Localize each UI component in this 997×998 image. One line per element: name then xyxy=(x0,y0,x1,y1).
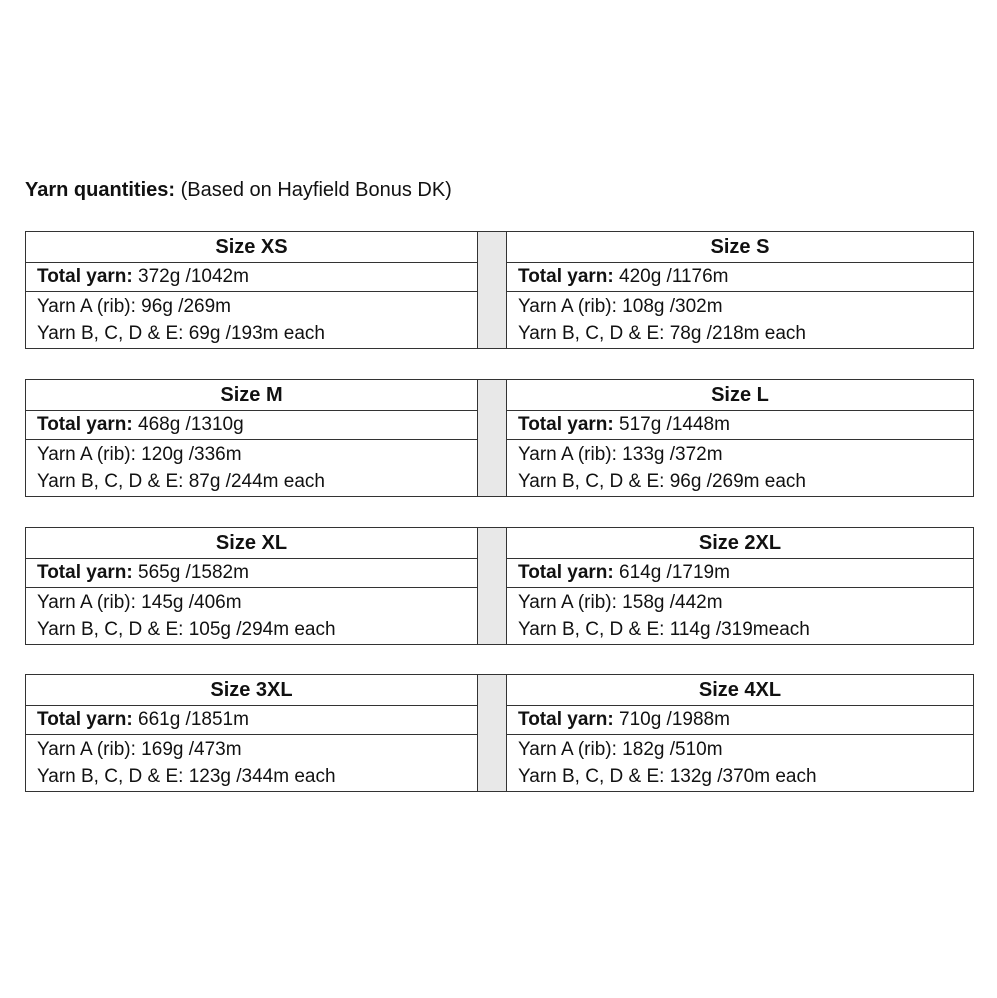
size-card-xl xyxy=(25,527,478,645)
yarn-a-row: Yarn A (rib): 96g /269m xyxy=(37,296,231,317)
total-yarn-value: 614g /1719m xyxy=(613,562,730,583)
yarn-a-row: Yarn A (rib): 108g /302m xyxy=(518,296,723,317)
size-title: Size 2XL xyxy=(507,528,973,559)
column-divider xyxy=(478,674,506,792)
total-yarn-label: Total yarn: xyxy=(518,562,614,583)
size-group-m-l xyxy=(25,379,974,497)
size-group-3xl-4xl xyxy=(25,674,974,792)
total-yarn-row xyxy=(26,559,477,588)
size-card-m xyxy=(25,379,478,497)
column-divider xyxy=(478,231,506,349)
yarn-bcde-row: Yarn B, C, D & E: 96g /269m each xyxy=(518,471,806,492)
total-yarn-value: 661g /1851m xyxy=(132,709,249,730)
size-title: Size XS xyxy=(26,232,477,263)
yarn-bcde-row: Yarn B, C, D & E: 87g /244m each xyxy=(37,471,325,492)
total-yarn-label: Total yarn: xyxy=(518,709,614,730)
total-yarn-value: 710g /1988m xyxy=(613,709,730,730)
total-yarn-value: 420g /1176m xyxy=(613,266,729,287)
size-card-xs xyxy=(25,231,478,349)
heading-subtitle: (Based on Hayfield Bonus DK) xyxy=(175,179,452,201)
yarn-a-row: Yarn A (rib): 169g /473m xyxy=(37,739,242,760)
total-yarn-label: Total yarn: xyxy=(37,562,133,583)
total-yarn-value: 468g /1310g xyxy=(132,414,244,435)
yarn-bcde-row: Yarn B, C, D & E: 132g /370m each xyxy=(518,766,817,787)
yarn-bcde-row: Yarn B, C, D & E: 105g /294m each xyxy=(37,619,336,640)
total-yarn-row xyxy=(507,263,973,292)
yarn-bcde-row: Yarn B, C, D & E: 114g /319meach xyxy=(518,619,810,640)
yarn-bcde-row: Yarn B, C, D & E: 69g /193m each xyxy=(37,323,325,344)
size-group-xs-s xyxy=(25,231,974,349)
size-title: Size 4XL xyxy=(507,675,973,706)
yarn-a-row: Yarn A (rib): 145g /406m xyxy=(37,592,242,613)
total-yarn-row xyxy=(26,411,477,440)
column-divider xyxy=(478,379,506,497)
size-card-s xyxy=(506,231,974,349)
column-divider xyxy=(478,527,506,645)
total-yarn-label: Total yarn: xyxy=(518,414,614,435)
size-card-3xl xyxy=(25,674,478,792)
yarn-a-row: Yarn A (rib): 133g /372m xyxy=(518,444,723,465)
size-title: Size M xyxy=(26,380,477,411)
total-yarn-label: Total yarn: xyxy=(518,266,614,287)
yarn-bcde-row: Yarn B, C, D & E: 78g /218m each xyxy=(518,323,806,344)
total-yarn-label: Total yarn: xyxy=(37,414,133,435)
total-yarn-row xyxy=(507,411,973,440)
yarn-a-row: Yarn A (rib): 120g /336m xyxy=(37,444,242,465)
yarn-a-row: Yarn A (rib): 158g /442m xyxy=(518,592,723,613)
total-yarn-label: Total yarn: xyxy=(37,266,133,287)
total-yarn-value: 372g /1042m xyxy=(132,266,249,287)
total-yarn-row xyxy=(26,706,477,735)
size-title: Size 3XL xyxy=(26,675,477,706)
size-title: Size L xyxy=(507,380,973,411)
size-title: Size S xyxy=(507,232,973,263)
total-yarn-value: 517g /1448m xyxy=(613,414,730,435)
yarn-bcde-row: Yarn B, C, D & E: 123g /344m each xyxy=(37,766,336,787)
total-yarn-row xyxy=(26,263,477,292)
size-card-l xyxy=(506,379,974,497)
total-yarn-row xyxy=(507,559,973,588)
size-group-xl-2xl xyxy=(25,527,974,645)
size-title: Size XL xyxy=(26,528,477,559)
heading-label: Yarn quantities: xyxy=(25,179,176,201)
size-card-2xl xyxy=(506,527,974,645)
total-yarn-label: Total yarn: xyxy=(37,709,133,730)
page-heading xyxy=(25,176,452,204)
size-card-4xl xyxy=(506,674,974,792)
total-yarn-value: 565g /1582m xyxy=(132,562,249,583)
total-yarn-row xyxy=(507,706,973,735)
yarn-a-row: Yarn A (rib): 182g /510m xyxy=(518,739,723,760)
